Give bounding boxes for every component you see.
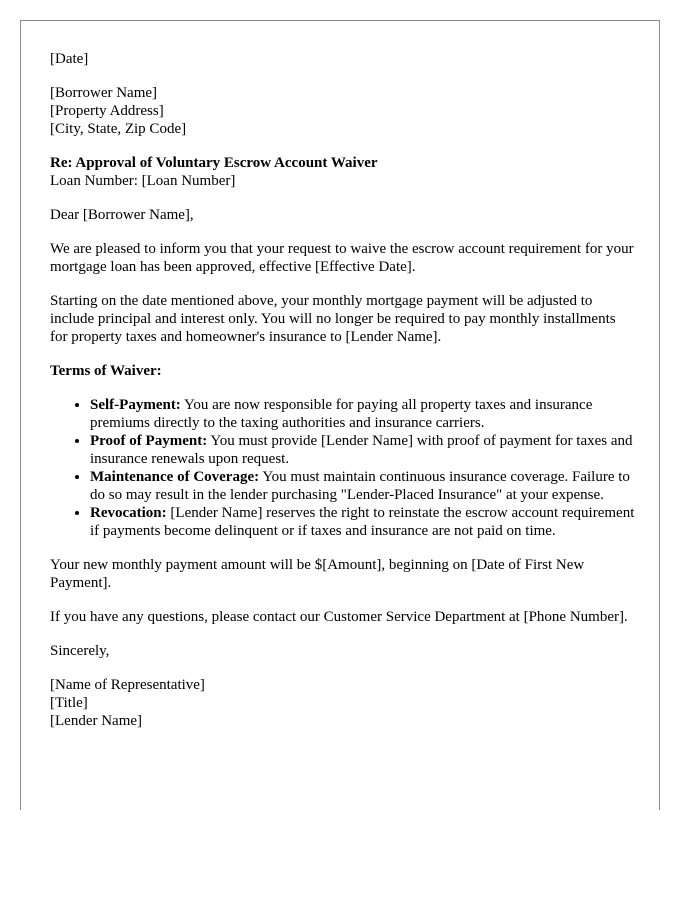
recipient-name: [Borrower Name] — [50, 85, 158, 101]
salutation-text: Dear [Borrower Name], — [50, 207, 194, 223]
term-item-proof-of-payment — [90, 432, 636, 468]
letter-page — [20, 20, 660, 810]
term-title: Self-Payment: — [90, 397, 181, 413]
date-text: [Date] — [50, 51, 89, 67]
term-title: Revocation: — [90, 505, 167, 521]
signature-lender: [Lender Name] — [50, 713, 143, 729]
signature-name: [Name of Representative] — [50, 677, 205, 693]
terms-list — [50, 396, 636, 540]
closing: Sincerely, — [50, 643, 110, 659]
term-item-maintenance-of-coverage — [90, 468, 636, 504]
loan-number-line: Loan Number: [Loan Number] — [50, 173, 236, 189]
terms-heading: Terms of Waiver: — [50, 363, 162, 379]
recipient-city-state-zip: [City, State, Zip Code] — [50, 121, 187, 137]
payment-paragraph: Your new monthly payment amount will be $[Amount], beginning on [Date of First New Payment]. — [50, 557, 585, 591]
term-item-self-payment — [90, 396, 636, 432]
letter-date — [50, 50, 636, 68]
salutation — [50, 206, 636, 224]
subject-block — [50, 154, 636, 190]
recipient-block — [50, 84, 636, 138]
term-title: Maintenance of Coverage: — [90, 469, 260, 485]
body-paragraph-adjustment: Starting on the date mentioned above, your monthly mortgage payment will be adjusted to include principal and interest only. You will no longer be required to pay monthly installments for property taxes and homeowner's insurance to [Lender Name]. — [50, 293, 616, 345]
term-text: You must provide [Lender Name] with proof of payment for taxes and insurance renewals upon request. — [90, 433, 633, 467]
term-text: You are now responsible for paying all property taxes and insurance premiums directly to the taxing authorities and insurance carriers. — [90, 397, 593, 431]
signature-block — [50, 676, 636, 730]
recipient-address: [Property Address] — [50, 103, 164, 119]
contact-paragraph: If you have any questions, please contact our Customer Service Department at [Phone Number]. — [50, 609, 628, 625]
term-title: Proof of Payment: — [90, 433, 208, 449]
subject-line: Re: Approval of Voluntary Escrow Account Waiver — [50, 155, 378, 171]
term-item-revocation — [90, 504, 636, 540]
signature-title: [Title] — [50, 695, 88, 711]
term-text: [Lender Name] reserves the right to reinstate the escrow account requirement if payments become delinquent or if taxes and insurance are not paid on time. — [90, 505, 635, 539]
body-paragraph-approval: We are pleased to inform you that your request to waive the escrow account requirement for your mortgage loan has been approved, effective [Effective Date]. — [50, 241, 634, 275]
term-text: You must maintain continuous insurance coverage. Failure to do so may result in the lender purchasing "Lender-Placed Insurance" at your expense. — [90, 469, 630, 503]
letter-content — [50, 50, 636, 746]
